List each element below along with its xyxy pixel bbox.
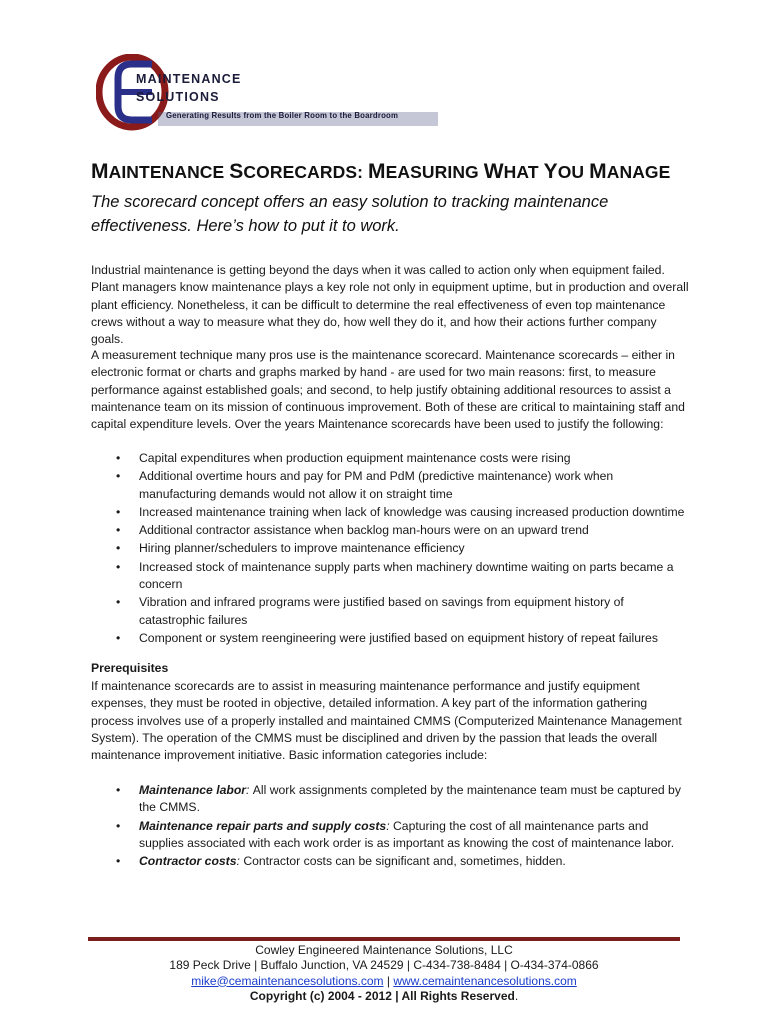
- list-item-text: Capturing the cost of all maintenance parts and supplies associated with each work order is as important as knowing the cost of maintenance labor.: [139, 818, 675, 850]
- list-item-text: Capital expenditures when production equipment maintenance costs were rising: [139, 451, 571, 465]
- list-item: • Contractor costs: Contractor costs can be significant and, sometimes, hidden.: [91, 853, 691, 870]
- list-item: [91, 559, 691, 594]
- bullet-icon: •: [116, 595, 121, 610]
- list-item-term: Maintenance labor: [139, 783, 247, 797]
- list-item-text: Additional contractor assistance when backlog man-hours were on an upward trend: [139, 523, 589, 538]
- logo-line1: MAINTENANCE: [136, 72, 242, 86]
- list-item-text: Additional overtime hours and pay for PM and PdM (predictive maintenance) work when manufacturing demands would not allow it on straight time: [139, 469, 614, 501]
- list-item-text: Increased maintenance training when lack of knowledge was causing increased production downtime: [139, 504, 685, 519]
- bullet-icon: •: [116, 854, 121, 869]
- list-item-text: Component or system reengineering were justified based on equipment history of repeat failures: [139, 630, 658, 645]
- logo-wordmark: [136, 70, 242, 106]
- footer-website-link[interactable]: www.cemaintenancesolutions.com: [393, 973, 577, 988]
- list-item-term: Contractor costs: [139, 854, 237, 869]
- prerequisites-heading: Prerequisites: [91, 661, 169, 675]
- list-item-text: All work assignments completed by the maintenance team must be captured by the CMMS.: [139, 783, 681, 815]
- intro-paragraph: Industrial maintenance is getting beyond the days when it was called to action only when equipment failed. Plant managers know maintenance plays a key role not only in equipment uptime, but in production and overall plant efficiency. Nonetheless, it can be difficult to determine the real effectiveness of even top maintenance crews without a way to measure what they do, how well they do it, and how their actions further company goals.: [91, 263, 689, 347]
- list-item: [91, 450, 691, 467]
- justification-list: [91, 450, 691, 648]
- list-item: [91, 504, 691, 521]
- footer-company: Cowley Engineered Maintenance Solutions, LLC: [255, 943, 513, 957]
- footer-copyright: Copyright (c) 2004 - 2012 | All Rights Reserved.: [249, 988, 519, 1003]
- information-categories-list: [91, 782, 691, 871]
- list-item-term: Maintenance repair parts and supply costs: [139, 818, 387, 833]
- bullet-icon: •: [116, 783, 121, 797]
- bullet-icon: •: [116, 469, 121, 484]
- list-item: [91, 594, 691, 629]
- list-item-text: Vibration and infrared programs were justified based on savings from equipment history of catastrophic failures: [139, 595, 624, 627]
- logo-tagline: Generating Results from the Boiler Room to the Boardroom: [166, 111, 399, 120]
- list-item: [91, 468, 691, 503]
- list-item-text: Contractor costs can be significant and, sometimes, hidden.: [243, 854, 566, 869]
- bullet-icon: •: [116, 630, 121, 645]
- list-item: • Maintenance repair parts and supply costs: Capturing the cost of all maintenance parts and supplies associated with each work order is as important as knowing the cost of maintenance labor.: [116, 818, 675, 850]
- footer-address: 189 Peck Drive | Buffalo Junction, VA 24529 | C-434-738-8484 | O-434-374-0866: [169, 958, 599, 973]
- list-item-text: Hiring planner/schedulers to improve maintenance efficiency: [139, 541, 465, 556]
- footer-links: mike@cemaintenancesolutions.com | www.cemaintenancesolutions.com: [191, 973, 577, 988]
- list-item: • Maintenance labor: All work assignments completed by the maintenance team must be captured by the CMMS.: [116, 783, 681, 815]
- bullet-icon: •: [116, 818, 121, 833]
- list-item: [91, 630, 691, 647]
- list-item: [91, 522, 691, 539]
- page-title: MAINTENANCE SCORECARDS: MEASURING WHAT YOU MANAGE: [91, 160, 671, 183]
- bullet-icon: •: [116, 523, 121, 538]
- scorecard-paragraph: A measurement technique many pros use is the maintenance scorecard. Maintenance scorecards – either in electronic format or charts and graphs marked by hand - are used for two main reasons: first, to measure performance against established goals; and second, to help justify obtaining additional resources to assist a maintenance team on its mission of continuous improvement. Both of these are critical to maintaining staff and capital expenditure levels. Over the years Maintenance scorecards have been used to justify the following:: [91, 348, 685, 432]
- bullet-icon: •: [116, 541, 121, 556]
- prerequisites-paragraph: If maintenance scorecards are to assist in measuring maintenance performance and justify equipment expenses, they must be rooted in objective, detailed information. A key part of the information gathering process involves use of a properly installed and maintained CMMS (Computerized Maintenance Management System). The operation of the CMMS must be disciplined and driven by the passion that leads the overall maintenance improvement initiative. Basic information categories include:: [91, 679, 682, 763]
- page-subtitle: The scorecard concept offers an easy solution to tracking maintenance effectiveness. Here’s how to put it to work.: [91, 193, 609, 235]
- company-logo: [96, 54, 441, 134]
- list-item-text: Increased stock of maintenance supply parts when machinery downtime waiting on parts became a concern: [139, 559, 674, 592]
- bullet-icon: •: [116, 451, 121, 465]
- page-footer: [88, 943, 680, 1004]
- bullet-icon: •: [116, 504, 121, 519]
- footer-email-link[interactable]: mike@cemaintenancesolutions.com: [191, 973, 384, 988]
- bullet-icon: •: [116, 559, 121, 574]
- logo-line2: SOLUTIONS: [136, 90, 220, 104]
- list-item: [91, 540, 691, 557]
- footer-divider: [88, 937, 680, 941]
